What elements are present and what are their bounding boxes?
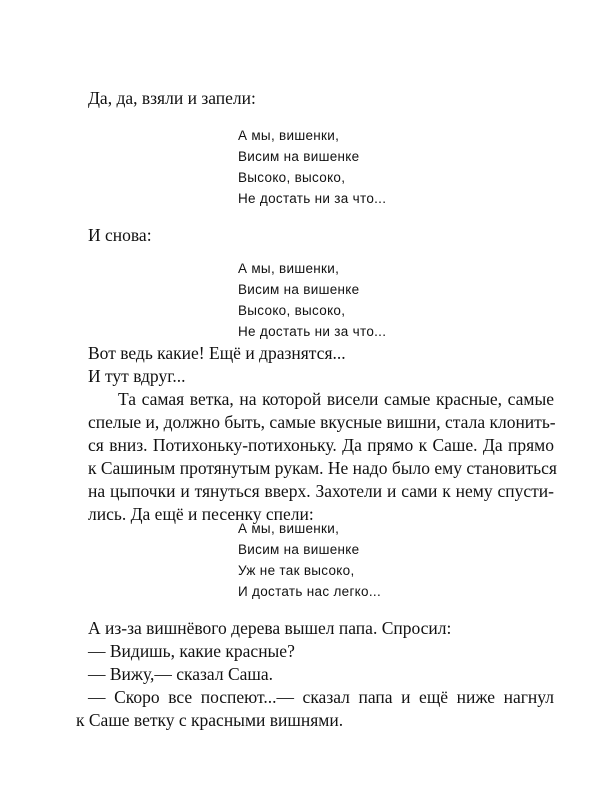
verse-2 bbox=[238, 258, 386, 342]
verse-3 bbox=[238, 518, 381, 602]
dialogue-line: — Скоро все поспеют...— сказал папа и ещё ниже нагнул bbox=[88, 687, 554, 707]
text-line: на цыпочки и тянуться вверх. Захотели и сами к нему спусти- bbox=[88, 481, 554, 501]
closing-paragraph bbox=[76, 617, 554, 732]
text-line: спелые и, должно быть, самые вкусные вишни, стала клонить- bbox=[88, 412, 556, 432]
again-paragraph bbox=[88, 224, 554, 247]
verse-1 bbox=[238, 125, 386, 209]
verse-line: А мы, вишенки, bbox=[238, 128, 340, 143]
intro-line: Да, да, взяли и запели: bbox=[88, 88, 256, 108]
dialogue-line: — Видишь, какие красные? bbox=[88, 641, 295, 661]
verse-line: А мы, вишенки, bbox=[238, 261, 340, 276]
verse-line: Не достать ни за что... bbox=[238, 324, 387, 339]
intro-paragraph bbox=[88, 87, 554, 110]
text-line: И тут вдруг... bbox=[88, 366, 186, 386]
dialogue-line: — Вижу,— сказал Саша. bbox=[88, 664, 274, 684]
text-line: к Саше ветку с красными вишнями. bbox=[76, 710, 344, 730]
verse-line: Высоко, высоко, bbox=[238, 170, 346, 185]
main-paragraph bbox=[88, 342, 557, 526]
text-line: Та самая ветка, на которой висели самые красные, самые bbox=[118, 389, 554, 409]
text-line: лись. Да ещё и песенку спели: bbox=[88, 504, 314, 524]
verse-line: Висим на вишенке bbox=[238, 542, 360, 557]
text-line: к Сашиным протянутым рукам. Не надо было ему становиться bbox=[88, 458, 557, 478]
verse-line: Висим на вишенке bbox=[238, 149, 360, 164]
text-line: Вот ведь какие! Ещё и дразнятся... bbox=[88, 343, 346, 363]
verse-line: Уж не так высоко, bbox=[238, 563, 355, 578]
verse-line: И достать нас легко... bbox=[238, 584, 381, 599]
again-line: И снова: bbox=[88, 225, 152, 245]
verse-line: Висим на вишенке bbox=[238, 282, 360, 297]
text-line: ся вниз. Потихоньку-потихоньку. Да прямо к Саше. Да прямо bbox=[88, 435, 554, 455]
verse-line: Не достать ни за что... bbox=[238, 191, 387, 206]
verse-line: Высоко, высоко, bbox=[238, 303, 346, 318]
verse-line: А мы, вишенки, bbox=[238, 521, 340, 536]
text-line: А из-за вишнёвого дерева вышел папа. Спросил: bbox=[88, 618, 452, 638]
